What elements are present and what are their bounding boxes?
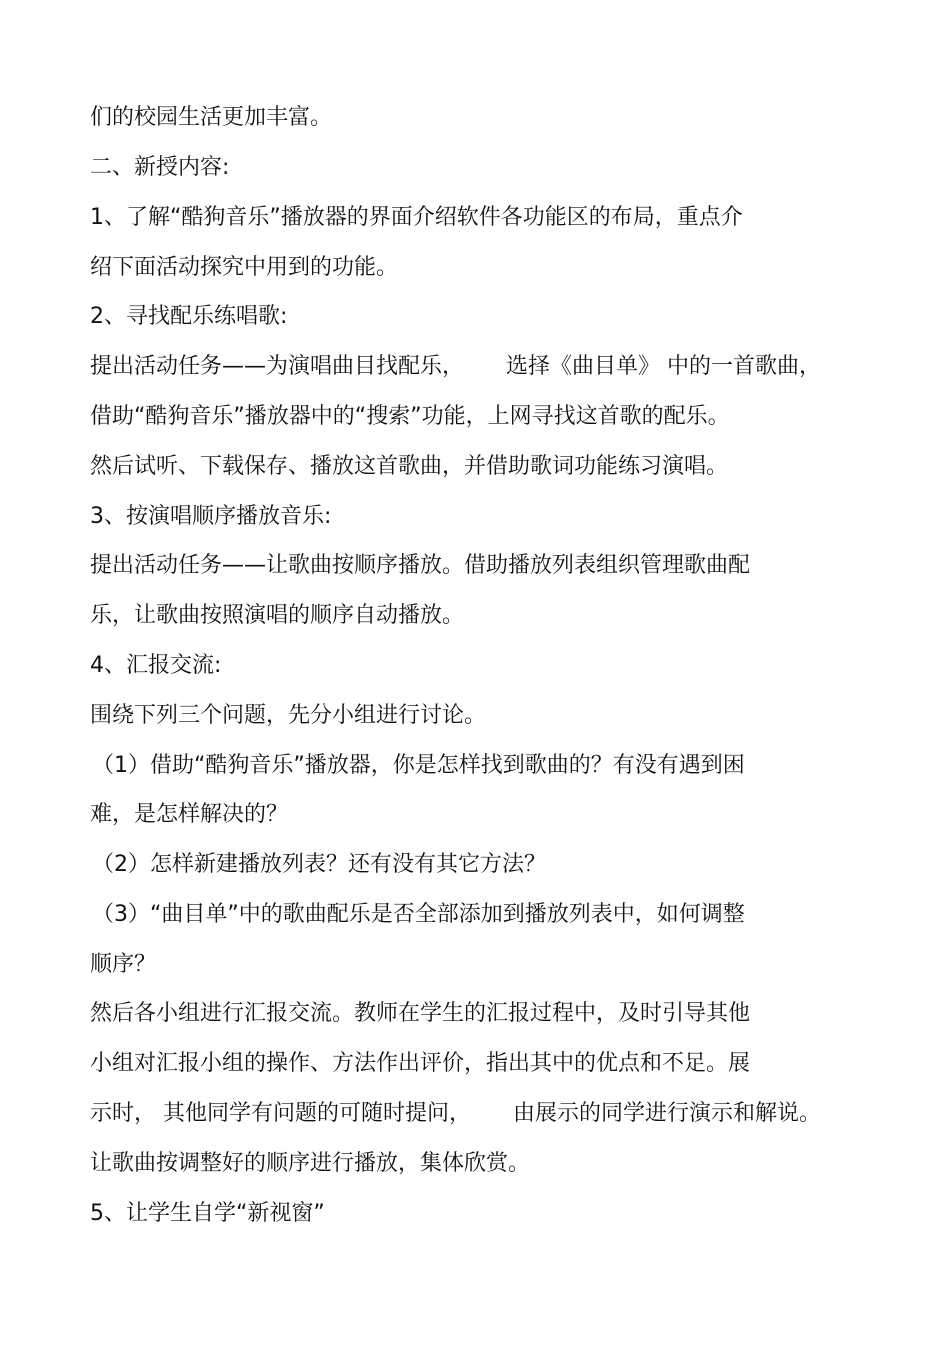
subsection-heading: 4、汇报交流: (90, 653, 222, 678)
text-line: 小组对汇报小组的操作、方法作出评价，指出其中的优点和不足。展 (90, 1051, 751, 1076)
text-line: 提出活动任务——让歌曲按顺序播放。借助播放列表组织管理歌曲配 (90, 553, 751, 578)
text-line: 然后试听、下载保存、播放这首歌曲，并借助歌词功能练习演唱。 (90, 454, 729, 479)
text-line: 绍下面活动探究中用到的功能。 (90, 255, 399, 280)
text-line: 难，是怎样解决的？ (90, 802, 289, 827)
text-line: 围绕下列三个问题，先分小组进行讨论。 (90, 703, 487, 728)
text-line: 提出活动任务——为演唱曲目找配乐， 选择《曲目单》 中的一首歌曲， (90, 354, 821, 379)
text-line: 顺序？ (90, 952, 157, 977)
text-line: 然后各小组进行汇报交流。教师在学生的汇报过程中，及时引导其他 (90, 1001, 751, 1026)
subsection-heading: 3、按演唱顺序播放音乐: (90, 504, 332, 529)
text-line: 借助“酷狗音乐”播放器中的“搜索”功能，上网寻找这首歌的配乐。 (90, 404, 730, 429)
text-line: 1、了解“酷狗音乐”播放器的界面介绍软件各功能区的布局，重点介 (90, 205, 743, 230)
question-item: （2）怎样新建播放列表？还有没有其它方法？ (92, 852, 546, 877)
text-line: 乐，让歌曲按照演唱的顺序自动播放。 (90, 603, 465, 628)
subsection-heading: 2、寻找配乐练唱歌: (90, 304, 288, 329)
subsection-heading: 5、让学生自学“新视窗” (90, 1201, 325, 1226)
text-line: 们的校园生活更加丰富。 (90, 105, 333, 130)
section-heading: 二、新授内容: (90, 155, 230, 180)
text-line: 让歌曲按调整好的顺序进行播放，集体欣赏。 (90, 1151, 531, 1176)
question-item: （3）“曲目单”中的歌曲配乐是否全部添加到播放列表中，如何调整 (92, 902, 745, 927)
text-line: 示时， 其他同学有问题的可随时提问， 由展示的同学进行演示和解说。 (90, 1101, 821, 1126)
question-item: （1）借助“酷狗音乐”播放器，你是怎样找到歌曲的？有没有遇到困 (92, 753, 745, 778)
